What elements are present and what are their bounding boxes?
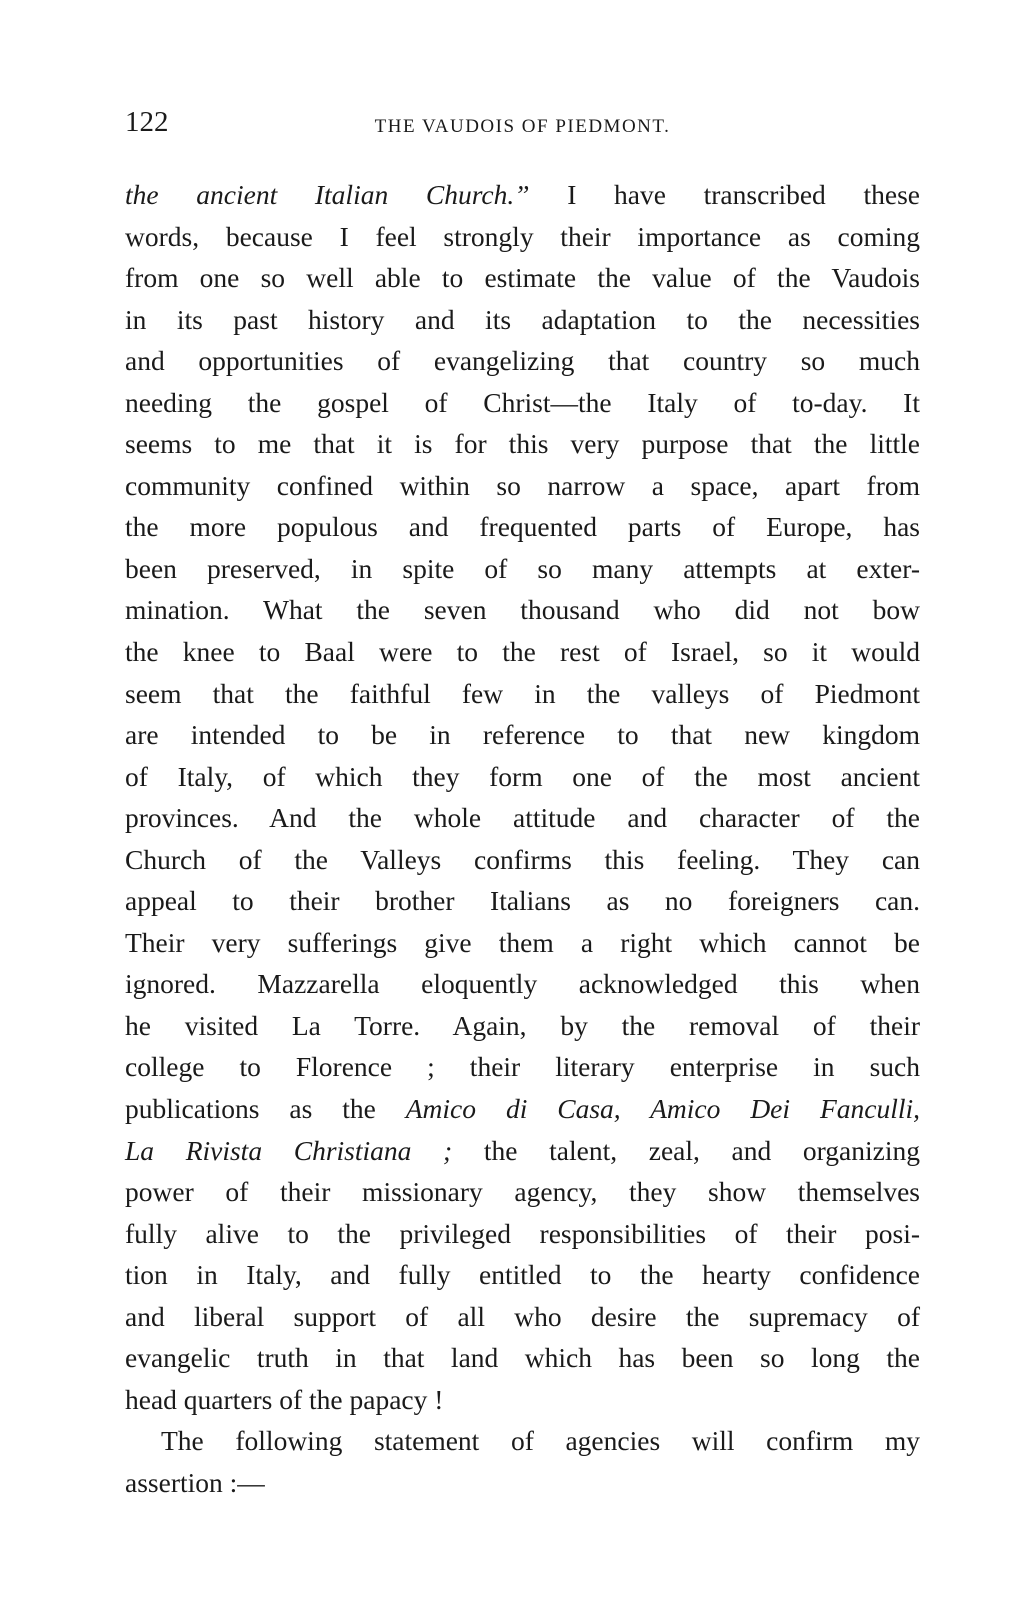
text-line: mination. What the seven thousand who did not bow	[125, 594, 920, 626]
text-line: community confined within so narrow a space, apart from	[125, 469, 920, 501]
text-line: in its past history and its adaptation to the necessities	[125, 303, 920, 335]
text-line: and opportunities of evangelizing that country so much	[125, 345, 920, 377]
text-line: the more populous and frequented parts of Europe, has	[125, 511, 920, 543]
text-line: been preserved, in spite of so many attempts at exter-	[125, 552, 920, 584]
text-segment: the talent, zeal, and organizing	[452, 1134, 920, 1166]
text-line: needing the gospel of Christ—the Italy of to-day. It	[125, 386, 920, 418]
text-line: Their very sufferings give them a right which cannot be	[125, 926, 920, 958]
text-line: head quarters of the papacy !	[125, 1383, 444, 1415]
text-line: The following statement of agencies will confirm my	[161, 1425, 920, 1457]
text-line	[125, 1130, 920, 1172]
text-line: and liberal support of all who desire the supremacy of	[125, 1300, 920, 1332]
text-line: evangelic truth in that land which has been so long the	[125, 1342, 920, 1374]
text-line	[125, 174, 920, 216]
text-line	[125, 1088, 920, 1130]
text-line: fully alive to the privileged responsibilities of their posi-	[125, 1217, 920, 1249]
page-number: 122	[125, 106, 169, 138]
text-line: provinces. And the whole attitude and character of the	[125, 802, 920, 834]
italic-quote: the ancient Italian Church.”	[125, 179, 530, 210]
text-line: seem that the faithful few in the valleys of Piedmont	[125, 677, 920, 709]
text-line: assertion :—	[125, 1466, 265, 1498]
text-line: power of their missionary agency, they show themselves	[125, 1176, 920, 1208]
text-line: of Italy, of which they form one of the most ancient	[125, 760, 920, 792]
italic-title: La Rivista Christiana ;	[125, 1134, 453, 1166]
text-line: he visited La Torre. Again, by the removal of their	[125, 1009, 920, 1041]
text-line: appeal to their brother Italians as no foreigners can.	[125, 885, 920, 917]
text-line: Church of the Valleys confirms this feeling. They can	[125, 843, 920, 875]
text-line: tion in Italy, and fully entitled to the hearty confidence	[125, 1259, 920, 1291]
italic-titles: Amico di Casa, Amico Dei Fanculli,	[405, 1093, 921, 1125]
text-line: seems to me that it is for this very purpose that the little	[125, 428, 920, 460]
running-head: THE VAUDOIS OF PIEDMONT.	[374, 116, 671, 137]
page-header	[125, 106, 920, 146]
text-line: the knee to Baal were to the rest of Israel, so it would	[125, 636, 920, 668]
text-line: words, because I feel strongly their importance as coming	[125, 220, 920, 252]
text-segment: publications as the	[125, 1093, 406, 1125]
text-line: from one so well able to estimate the value of the Vaudois	[125, 262, 920, 294]
text-line: college to Florence ; their literary enterprise in such	[125, 1051, 920, 1083]
text-line: ignored. Mazzarella eloquently acknowledged this when	[125, 968, 920, 1000]
body-text	[125, 174, 920, 1504]
text-segment: I have transcribed these	[529, 179, 920, 210]
text-line: are intended to be in reference to that new kingdom	[125, 719, 920, 751]
